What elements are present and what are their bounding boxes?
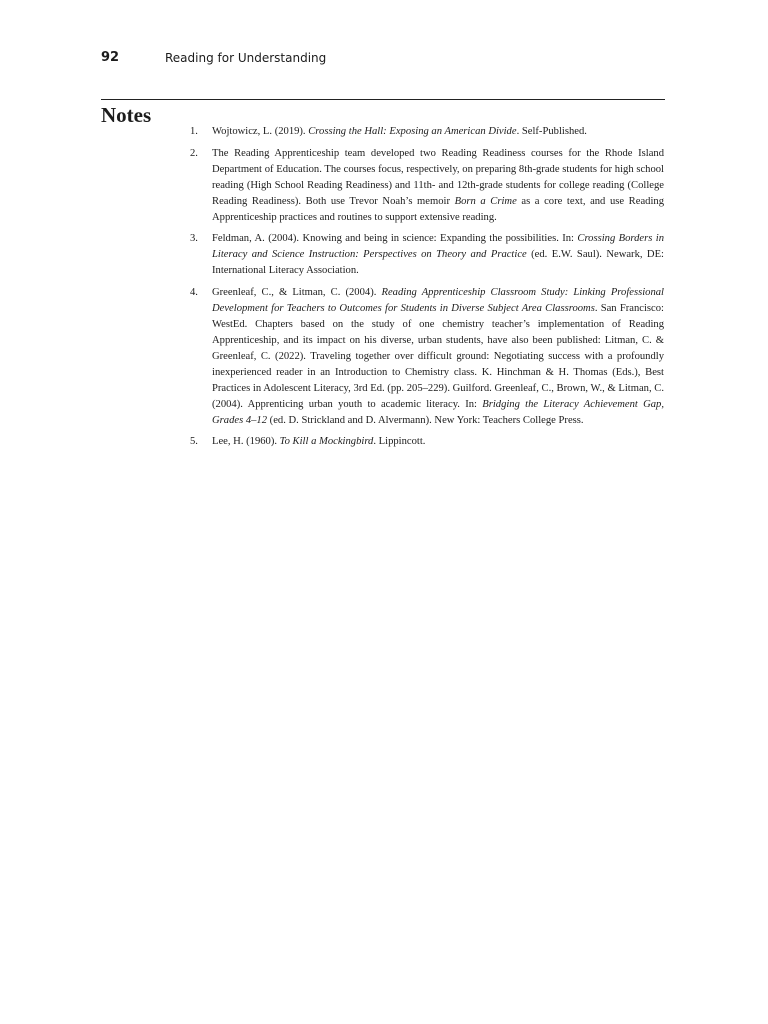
note-text: The Reading Apprenticeship team developed two Reading Readiness courses for the Rhode Island Department of Education. The courses focus, respectively, on preparing 8th-grade students for high school reading (High School Reading Readiness) and 11th- and 12th-grade students for college reading (College Reading Readiness). Both use Trevor Noah’s memoir: [212, 147, 664, 207]
note-text: as a core text, and use Reading Apprenticeship practices and routines to support extensive reading.: [212, 195, 664, 223]
note-item: [190, 285, 664, 429]
note-text: Greenleaf, C., & Litman, C. (2004).: [212, 286, 382, 298]
note-item: [190, 231, 664, 279]
note-title: Born a Crime: [454, 195, 517, 207]
note-text: Wojtowicz, L. (2019).: [212, 126, 309, 137]
note-title: Crossing the Hall: Exposing an American Divide: [308, 126, 517, 137]
note-text: . Self-Published.: [516, 126, 587, 137]
notes-list: [190, 124, 664, 456]
note-item: [190, 434, 664, 450]
note-title: To Kill a Mockingbird: [279, 436, 374, 447]
note-item: [190, 146, 664, 226]
note-title: Bridging the Literacy Achievement Gap, Grades 4–12: [212, 398, 664, 426]
running-head: Reading for Understanding: [165, 51, 327, 65]
note-text: . San Francisco: WestEd. Chapters based on the study of one chemistry teacher’s implementation of Reading Apprenticeship, and its impact on his diverse, urban students, have also been published: Litman, C. & Greenleaf, C. (2022). Traveling together over difficult ground: Negotiating success with a profoundly inexperienced reader in an Introduction to Chemistry class. K. Hinchman & H. Thomas (Eds.), Best Practices in Adolescent Literacy, 3rd Ed. (pp. 205–229). Guilford. Greenleaf, C., Brown, W., & Litman, C. (2004). Apprenticing urban youth to academic literacy. In:: [212, 302, 664, 410]
note-number: 4.: [190, 286, 198, 298]
note-text: (ed. D. Strickland and D. Alvermann). New York: Teachers College Press.: [267, 414, 584, 426]
page-number: 92: [101, 50, 120, 65]
note-number: 2.: [190, 147, 198, 159]
header-rule: [101, 99, 665, 100]
note-item: [190, 124, 664, 140]
note-text: Lee, H. (1960).: [212, 436, 280, 447]
section-title: Notes: [101, 103, 152, 127]
note-text: Feldman, A. (2004). Knowing and being in science: Expanding the possibilities. In:: [212, 233, 578, 244]
note-title: Reading Apprenticeship Classroom Study: Linking Professional Development for Teachers to Outcomes for Students in Diverse Subject Area Classrooms: [212, 286, 664, 314]
note-number: 5.: [190, 436, 198, 447]
note-text: (ed. E.W. Saul). Newark, DE: International Literacy Association.: [212, 249, 664, 276]
note-text: . Lippincott.: [373, 436, 426, 447]
note-title: Crossing Borders in Literacy and Science Instruction: Perspectives on Theory and Practice: [212, 233, 664, 260]
note-number: 1.: [190, 126, 198, 137]
note-number: 3.: [190, 233, 198, 244]
